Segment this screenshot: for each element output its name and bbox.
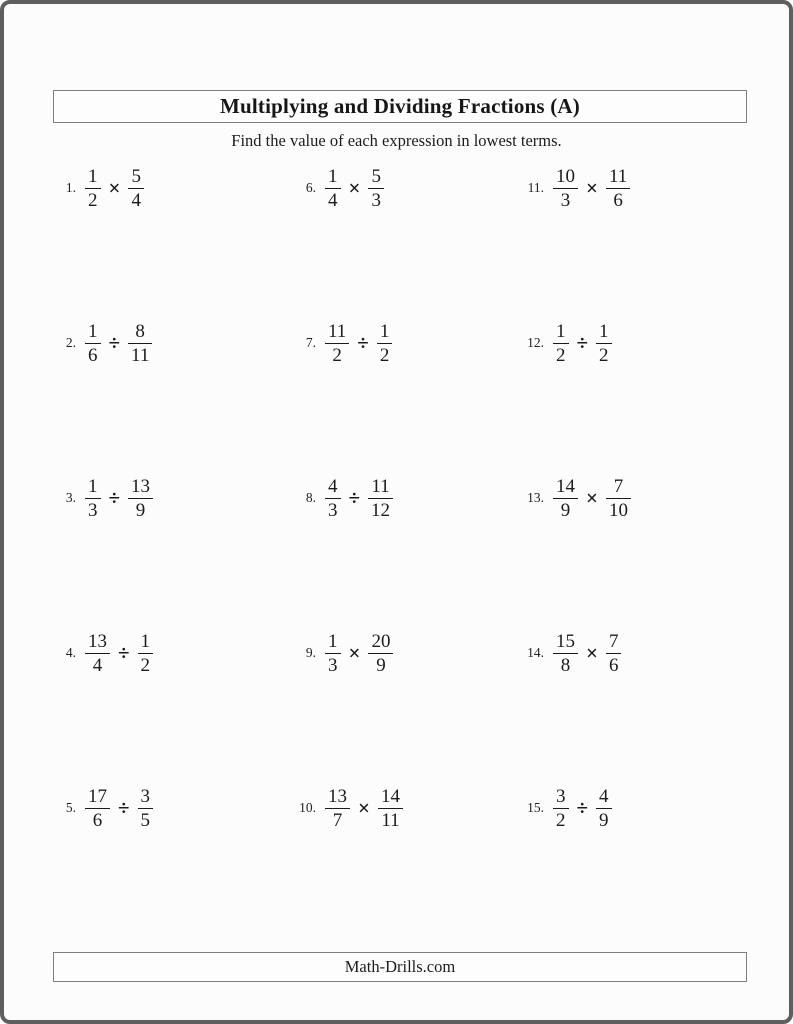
denominator: 9 <box>599 809 609 831</box>
footer-text: Math-Drills.com <box>344 957 456 976</box>
numerator: 1 <box>553 321 569 344</box>
numerator: 20 <box>368 631 393 654</box>
numerator: 13 <box>325 786 350 809</box>
operator: × <box>348 640 361 665</box>
problem-number: 11. <box>527 180 544 195</box>
problem-8 <box>288 472 516 522</box>
operator: × <box>108 175 121 200</box>
fraction <box>553 631 578 676</box>
denominator: 9 <box>135 499 146 521</box>
problem-number: 9. <box>305 645 316 660</box>
fraction <box>368 166 384 211</box>
denominator: 4 <box>131 189 141 211</box>
operator: ÷ <box>576 795 589 820</box>
numerator: 8 <box>128 321 152 344</box>
operator: ÷ <box>576 330 589 355</box>
denominator: 9 <box>560 499 571 521</box>
numerator: 11 <box>325 321 349 344</box>
denominator: 4 <box>92 654 103 676</box>
denominator: 11 <box>131 344 150 366</box>
fraction <box>325 166 341 211</box>
denominator: 10 <box>608 499 628 521</box>
fraction <box>606 166 630 211</box>
numerator: 3 <box>553 786 569 809</box>
numerator: 1 <box>377 321 393 344</box>
fraction <box>138 786 154 831</box>
denominator: 2 <box>379 344 390 366</box>
numerator: 11 <box>606 166 630 189</box>
fraction <box>606 476 631 521</box>
fraction <box>596 321 612 366</box>
problem-11 <box>516 162 789 212</box>
operator: × <box>586 485 598 510</box>
fraction <box>553 476 578 521</box>
problem-number: 3. <box>65 490 76 505</box>
numerator: 5 <box>368 166 384 189</box>
fraction <box>378 786 403 831</box>
fraction <box>85 786 110 831</box>
problem-5 <box>48 782 288 832</box>
problem-9 <box>288 627 516 677</box>
fraction <box>553 166 578 211</box>
problem-4 <box>48 627 288 677</box>
problem-3 <box>48 472 288 522</box>
problem-number: 6. <box>305 180 316 195</box>
numerator: 13 <box>85 631 110 654</box>
numerator: 4 <box>325 476 341 499</box>
problem-number: 15. <box>527 800 544 815</box>
fraction <box>85 166 101 211</box>
denominator: 6 <box>613 189 623 211</box>
denominator: 2 <box>556 809 566 831</box>
numerator: 15 <box>553 631 578 654</box>
numerator: 1 <box>325 166 341 189</box>
operator: ÷ <box>108 485 121 510</box>
problem-number: 12. <box>527 335 544 350</box>
denominator: 4 <box>328 189 338 211</box>
denominator: 2 <box>140 654 151 676</box>
fraction <box>325 476 341 521</box>
fraction <box>553 786 569 831</box>
footer-box <box>53 952 747 982</box>
problem-number: 14. <box>527 645 544 660</box>
denominator: 5 <box>140 809 151 831</box>
problem-number: 10. <box>299 800 316 815</box>
numerator: 7 <box>606 476 631 499</box>
numerator: 1 <box>85 321 101 344</box>
numerator: 3 <box>138 786 154 809</box>
fraction <box>85 476 101 521</box>
problem-1 <box>48 162 288 212</box>
operator: × <box>586 175 598 200</box>
operator: ÷ <box>357 330 369 355</box>
denominator: 3 <box>560 189 571 211</box>
numerator: 7 <box>606 631 622 654</box>
denominator: 2 <box>599 344 609 366</box>
problem-13 <box>516 472 789 522</box>
fraction <box>368 631 393 676</box>
problem-15 <box>516 782 789 832</box>
denominator: 12 <box>371 499 391 521</box>
problem-number: 5. <box>65 800 76 815</box>
problem-7 <box>288 317 516 367</box>
fraction <box>128 476 153 521</box>
denominator: 3 <box>371 189 381 211</box>
operator: ÷ <box>108 330 121 355</box>
problem-number: 1. <box>65 180 76 195</box>
fraction <box>128 321 152 366</box>
denominator: 8 <box>560 654 571 676</box>
denominator: 3 <box>328 499 338 521</box>
denominator: 6 <box>92 809 103 831</box>
numerator: 14 <box>378 786 403 809</box>
page-title: Multiplying and Dividing Fractions (A) <box>220 94 580 118</box>
numerator: 1 <box>138 631 154 654</box>
problem-number: 4. <box>65 645 76 660</box>
problem-6 <box>288 162 516 212</box>
problem-14 <box>516 627 789 677</box>
title-box <box>53 90 747 123</box>
fraction <box>85 631 110 676</box>
denominator: 9 <box>376 654 386 676</box>
operator: ÷ <box>118 640 130 665</box>
numerator: 1 <box>596 321 612 344</box>
fraction <box>368 476 393 521</box>
fraction <box>85 321 101 366</box>
denominator: 7 <box>332 809 343 831</box>
denominator: 2 <box>332 344 342 366</box>
numerator: 1 <box>85 166 101 189</box>
numerator: 4 <box>596 786 612 809</box>
problem-number: 7. <box>305 335 316 350</box>
denominator: 3 <box>88 499 98 521</box>
fraction <box>138 631 154 676</box>
numerator: 13 <box>128 476 153 499</box>
numerator: 14 <box>553 476 578 499</box>
operator: × <box>348 175 361 200</box>
operator: ÷ <box>118 795 130 820</box>
fraction <box>606 631 622 676</box>
numerator: 11 <box>368 476 393 499</box>
denominator: 3 <box>328 654 338 676</box>
operator: × <box>358 795 370 820</box>
problem-2 <box>48 317 288 367</box>
instructions-text: Find the value of each expression in lowest terms. <box>231 131 562 150</box>
denominator: 2 <box>556 344 566 366</box>
problem-number: 2. <box>65 335 76 350</box>
operator: ÷ <box>348 485 361 510</box>
numerator: 5 <box>128 166 144 189</box>
numerator: 1 <box>325 631 341 654</box>
problem-number: 13. <box>527 490 544 505</box>
fraction <box>325 321 349 366</box>
numerator: 17 <box>85 786 110 809</box>
numerator: 1 <box>85 476 101 499</box>
problem-10 <box>288 782 516 832</box>
problems-grid <box>4 162 789 937</box>
fraction <box>128 166 144 211</box>
denominator: 6 <box>88 344 98 366</box>
operator: × <box>586 640 598 665</box>
fraction <box>553 321 569 366</box>
problem-12 <box>516 317 789 367</box>
denominator: 11 <box>381 809 400 831</box>
problem-number: 8. <box>305 490 316 505</box>
fraction <box>596 786 612 831</box>
fraction <box>325 631 341 676</box>
numerator: 10 <box>553 166 578 189</box>
fraction <box>325 786 350 831</box>
fraction <box>377 321 393 366</box>
denominator: 2 <box>88 189 98 211</box>
denominator: 6 <box>608 654 619 676</box>
